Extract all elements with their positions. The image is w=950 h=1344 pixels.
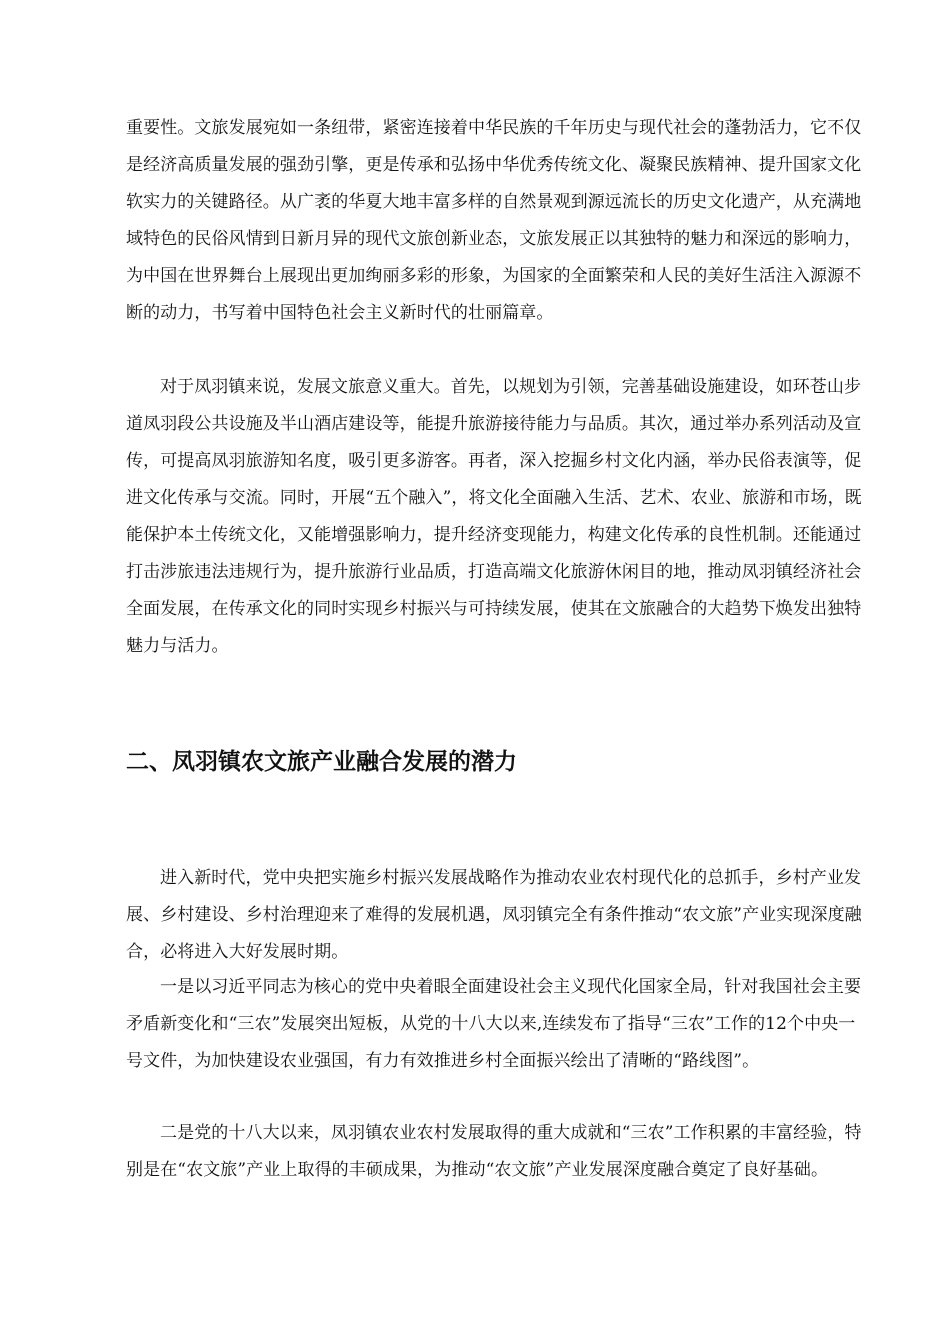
paragraph-significance-continued: 重要性。文旅发展宛如一条纽带，紧密连接着中华民族的千年历史与现代社会的蓬勃活力，它不仅是经济高质量发展的强劲引擎，更是传承和弘扬中华优秀传统文化、凝聚民族精神、提升国家文化软实力的关键路径。从广袤的华夏大地丰富多样的自然景观到源远流长的历史文化遗产，从充满地域特色的民俗风情到日新月异的现代文旅创新业态，文旅发展正以其独特的魅力和深远的影响力，为中国在世界舞台上展现出更加绚丽多彩的形象，为国家的全面繁荣和人民的美好生活注入源源不断的动力，书写着中国特色社会主义新时代的壮丽篇章。 [126,118,862,323]
paragraph-fengyu-tourism-meaning: 对于凤羽镇来说，发展文旅意义重大。首先，以规划为引领，完善基础设施建设，如环苍山步道凤羽段公共设施及半山酒店建设等，能提升旅游接待能力与品质。其次，通过举办系列活动及宣传，可提高凤羽旅游知名度，吸引更多游客。再者，深入挖掘乡村文化内涵，举办民俗表演等，促进文化传承与交流。同时，开展“五个融入”，将文化全面融入生活、艺术、农业、旅游和市场，既能保护本土传统文化，又能增强影响力，提升经济变现能力，构建文化传承的良性机制。还能通过打击涉旅违法违规行为，提升旅游行业品质，打造高端文化旅游休闲目的地，推动凤羽镇经济社会全面发展，在传承文化的同时实现乡村振兴与可持续发展，使其在文旅融合的大趋势下焕发出独特魅力与活力。 [126,377,862,656]
paragraph-point-two: 二是党的十八大以来，凤羽镇农业农村发展取得的重大成就和“三农”工作积累的丰富经验，特别是在“农文旅”产业上取得的丰硕成果，为推动“农文旅”产业发展深度融合奠定了良好基础。 [126,1123,862,1180]
paragraph-point-one: 一是以习近平同志为核心的党中央着眼全面建设社会主义现代化国家全局，针对我国社会主要矛盾新变化和“三农”发展突出短板，从党的十八大以来,连续发布了指导“三农”工作的12个中央一号文件，为加快建设农业强国，有力有效推进乡村全面振兴绘出了清晰的“路线图”。 [126,977,862,1071]
paragraph-new-era: 进入新时代，党中央把实施乡村振兴发展战略作为推动农业农村现代化的总抓手，乡村产业发展、乡村建设、乡村治理迎来了难得的发展机遇，凤羽镇完全有条件推动“农文旅”产业实现深度融合，必将进入大好发展时期。 [126,868,862,962]
section-heading: 二、凤羽镇农文旅产业融合发展的潜力 [126,749,517,775]
